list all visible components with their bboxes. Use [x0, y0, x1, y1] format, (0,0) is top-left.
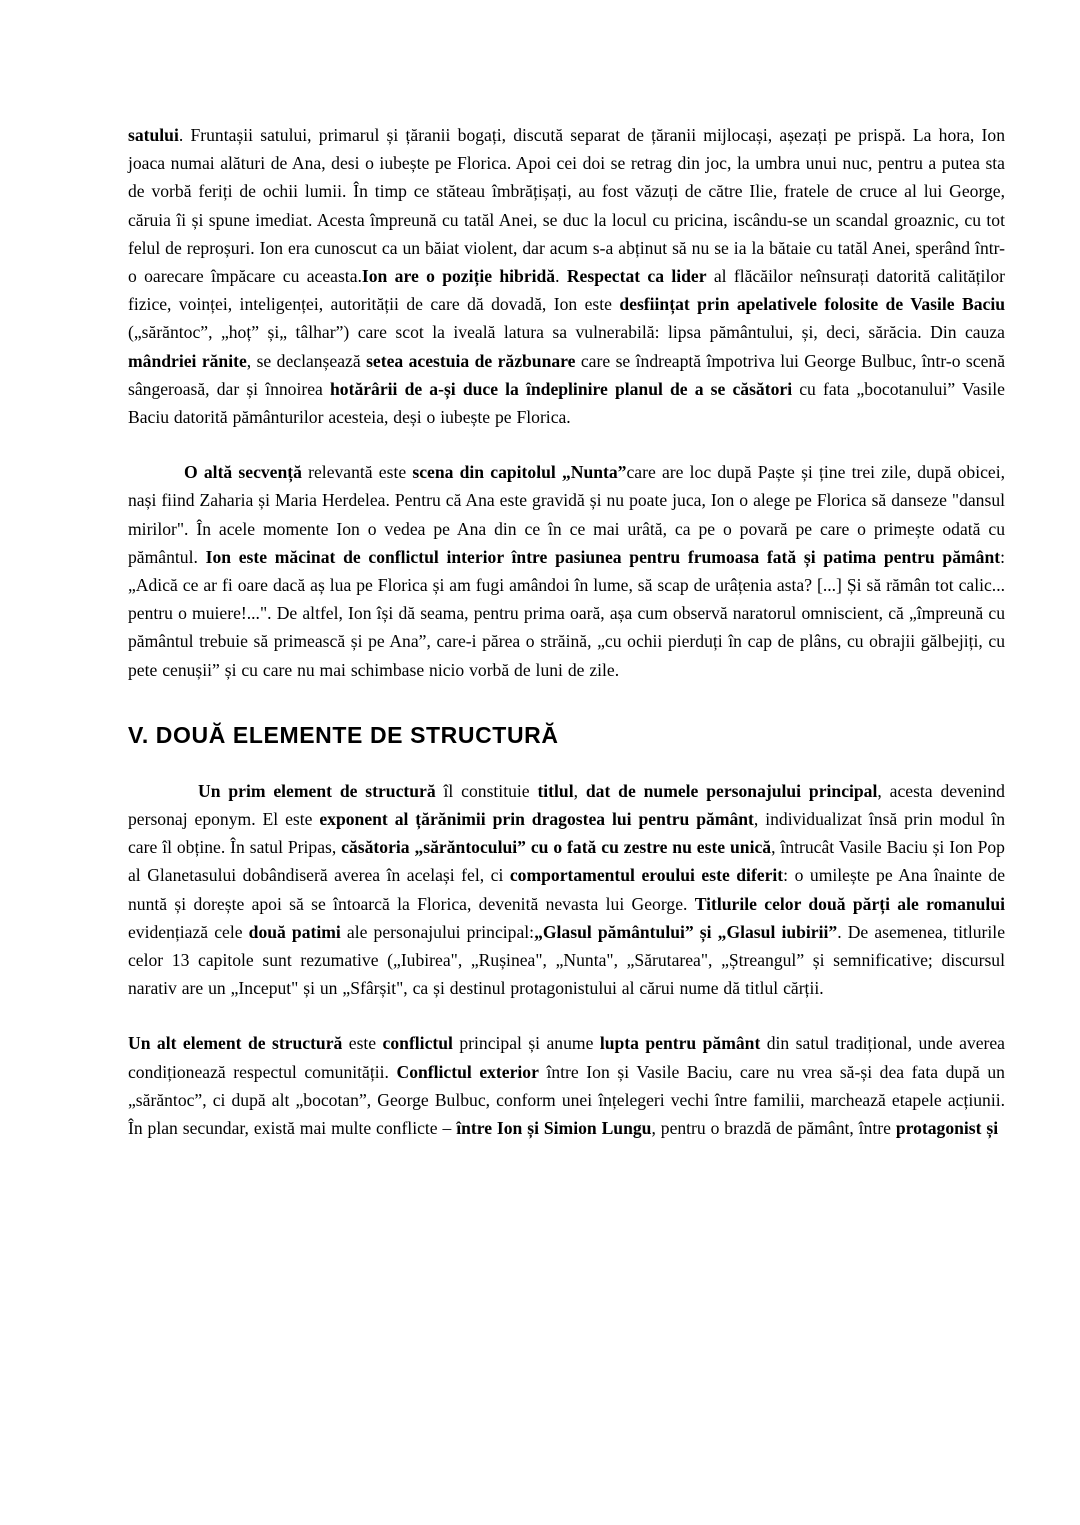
paragraph-conflict-element: Un alt element de structură este conflictul principal și anume lupta pentru pământ din satul tradițional, unde averea condiționează respectul comunității. Conflictul exterior între Ion și Vasile Baciu, care nu vrea să-și dea fata după un „sărăntoc”, ci după alt „bocotan”, George Bulbuc, conform unei înțelegeri vechi între familii, marchează etapele acțiunii. În plan secundar, există mai multe conflicte – între Ion și Simion Lungu, pentru o brazdă de pământ, între protagonist și: [128, 1033, 1005, 1139]
paragraph-title-element: Un prim element de structură îl constituie titlul, dat de numele personajului principal, acesta devenind personaj eponym. El este exponent al țărănimii prin dragostea lui pentru pământ, individualizat însă prin modul în care îl obține. În satul Pripas, căsătoria „sărăntocului” cu o fată cu zestre nu este unică, întrucât Vasile Baciu și Ion Pop al Glanetasului dobândiseră averea în același fel, ci comportamentul eroului este diferit: o umilește pe Ana înainte de nuntă și dorește apoi să se întoarcă la Florica, devenită nevasta lui George. Titlurile celor două părți ale romanului evidențiază cele două patimi ale personajului principal:„Glasul pământului” și „Glasul iubirii”. De asemenea, titlurile celor 13 capitole sunt rezumative („Iubirea", „Rușinea", „Nunta", „Sărutarea", „Ștreangul” și semnificative; discursul narativ are un „Inceput" și un „Sfârșit", ca și destinul protagonistului al cărui nume dă titlul cărții.: [128, 780, 1006, 999]
paragraph-nunta-scene: O altă secvență relevantă este scena din capitolul „Nunta”care are loc după Paște și ține trei zile, după obicei, nași fiind Zaharia și Maria Herdelea. Pentru că Ana este gravidă și nu poate juca, Ion o alege pe Florica să danseze "dansul mirilor". În acele momente Ion o vedea pe Ana din ce în ce mai urâtă, ca pe o povară pe care o primește odată cu pământul. Ion este măcinat de conflictul interior între pasiunea pentru frumoasa fată și patima pentru pământ: „Adică ce ar fi oare dacă aș lua pe Florica și am fugi amândoi în lume, să scap de urâțenia asta? [...] Și să rămân tot calic... pentru o muiere!...". De altfel, Ion își dă seama, pentru prima oară, așa cum observă naratorul omniscient, că „împreună cu pământul trebuie să primească și pe Ana”, care-i părea o străină, „cu ochii pierduți în cap de plâns, cu obrajii gălbejiți, cu pete cenușii” și cu care nu mai schimbase nicio vorbă de luni de zile.: [128, 462, 1005, 680]
paragraph-hora-scene: satului. Fruntașii satului, primarul și țăranii bogați, discută separat de țăranii mijlocași, așezați pe prispă. La hora, Ion joaca numai alături de Ana, desi o iubește pe Florica. Apoi cei doi se retrag din joc, la umbra unui nuc, pentru a putea sta de vorbă feriți de ochii lumii. În timp ce stăteau îmbrățișați, au fost văzuți de către Ilie, fratele de cruce al lui George, căruia îi și spune imediat. Acesta împreună cu tatăl Anei, se duc la locul cu pricina, iscându-se un scandal groaznic, cu tot felul de reproșuri. Ion era cunoscut ca un băiat violent, dar acum s-a abținut să nu se ia la bătaie cu tatăl Anei, sperând într-o oarecare împăcare cu aceasta.Ion are o poziție hibridă. Respectat ca lider al flăcăilor neînsurați datorită calităților fizice, voinței, inteligenței, autorității de care dă dovadă, Ion este desființat prin apelativele folosite de Vasile Baciu („sărăntoc”, „hoț” și„ tâlhar”) care scot la iveală latura sa vulnerabilă: lipsa pământului, și, deci, sărăcia. Din cauza mândriei rănite, se declanșează setea acestuia de răzbunare care se îndreaptă împotriva lui George Bulbuc, într-o scenă sângeroasă, dar și înnoirea hotărârii de a-și duce la îndeplinire planul de a se căsători cu fata „bocotanului” Vasile Baciu datorită pământurilor acesteia, deși o iubește pe Florica.: [128, 125, 1006, 428]
section-heading: V. DOUĂ ELEMENTE DE STRUCTURĂ: [128, 721, 559, 748]
